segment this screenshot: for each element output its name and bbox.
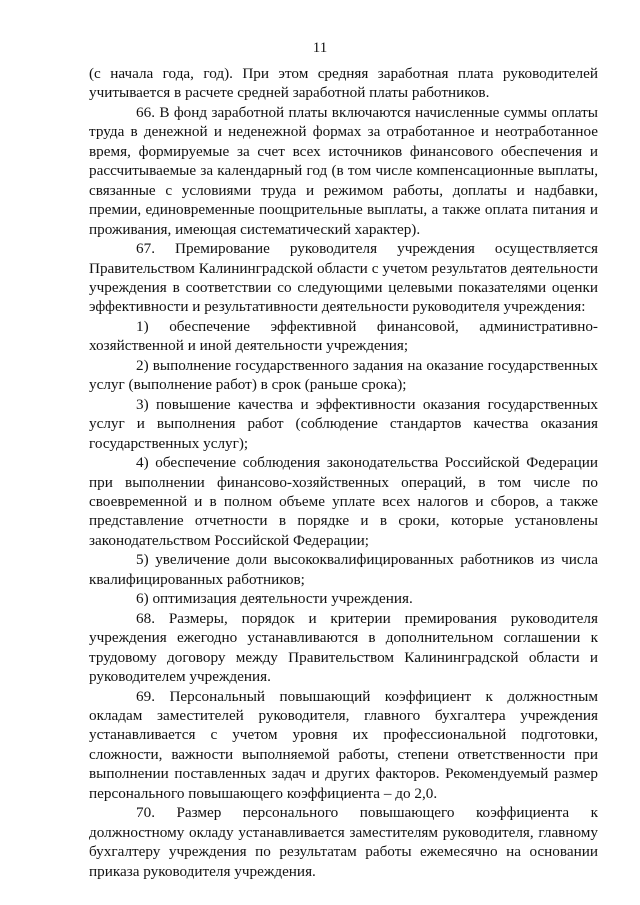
list-item-4: 4) обеспечение соблюдения законодательства Российской Федерации при выполнении финансово-хозяйственных операций, в том числе по своевременной и в полном объеме уплате всех налогов и сборов, а также представление отчетности в порядке и в сроки, которые установлены законодательством Российской Федерации; — [89, 454, 598, 549]
list-item-5: 5) увеличение доли высококвалифицированных работников из числа квалифицированных работников; — [89, 551, 598, 588]
page-number: 11 — [312, 40, 328, 56]
paragraph-70: 70. Размер персонального повышающего коэффициента к должностному окладу устанавливается заместителям руководителя, главному бухгалтеру учреждения по результатам работы ежемесячно на основании приказа руководителя учреждения. — [89, 804, 598, 880]
paragraph-67: 67. Премирование руководителя учреждения осуществляется Правительством Калининградской области с учетом результатов деятельности учреждения в соответствии со следующими целевыми показателями оценки эффективности и результативности деятельности руководителя учреждения: — [89, 240, 598, 316]
paragraph-68: 68. Размеры, порядок и критерии премирования руководителя учреждения ежегодно устанавливаются в дополнительном соглашении к трудовому договору между Правительством Калининградской области и руководителем учреждения. — [89, 609, 598, 686]
list-item-3: 3) повышение качества и эффективности оказания государственных услуг и выполнения работ (соблюдение стандартов качества оказания государственных услуг); — [89, 395, 598, 452]
list-item-6: 6) оптимизация деятельности учреждения. — [136, 590, 413, 608]
document-body — [89, 64, 598, 881]
list-item-1: 1) обеспечение эффективной финансовой, административно-хозяйственной и иной деятельности учреждения; — [89, 317, 598, 355]
list-item-2: 2) выполнение государственного задания на оказание государственных услуг (выполнение работ) в срок (раньше срока); — [89, 356, 598, 394]
paragraph-continuation: (с начала года, год). При этом средняя заработная плата руководителей учитывается в расчете средней заработной платы работников. — [89, 65, 598, 102]
paragraph-69: 69. Персональный повышающий коэффициент к должностным окладам заместителей руководителя, главного бухгалтера учреждения устанавливается с учетом уровня их профессиональной подготовки, сложности, важности выполняемой работы, степени ответственности при выполнении поставленных задач и других факторов. Рекомендуемый размер персонального повышающего коэффициента – до 2,0. — [89, 687, 598, 802]
paragraph-66: 66. В фонд заработной платы включаются начисленные суммы оплаты труда в денежной и неденежной формах за отработанное и неотработанное время, формируемые за счет всех источников финансового обеспечения и рассчитываемые за календарный год (в том числе компенсационные выплаты, связанные с условиями труда и режимом работы, доплаты и надбавки, премии, единовременные поощрительные выплаты, а также оплата питания и проживания, имеющая систематический характер). — [89, 103, 598, 238]
